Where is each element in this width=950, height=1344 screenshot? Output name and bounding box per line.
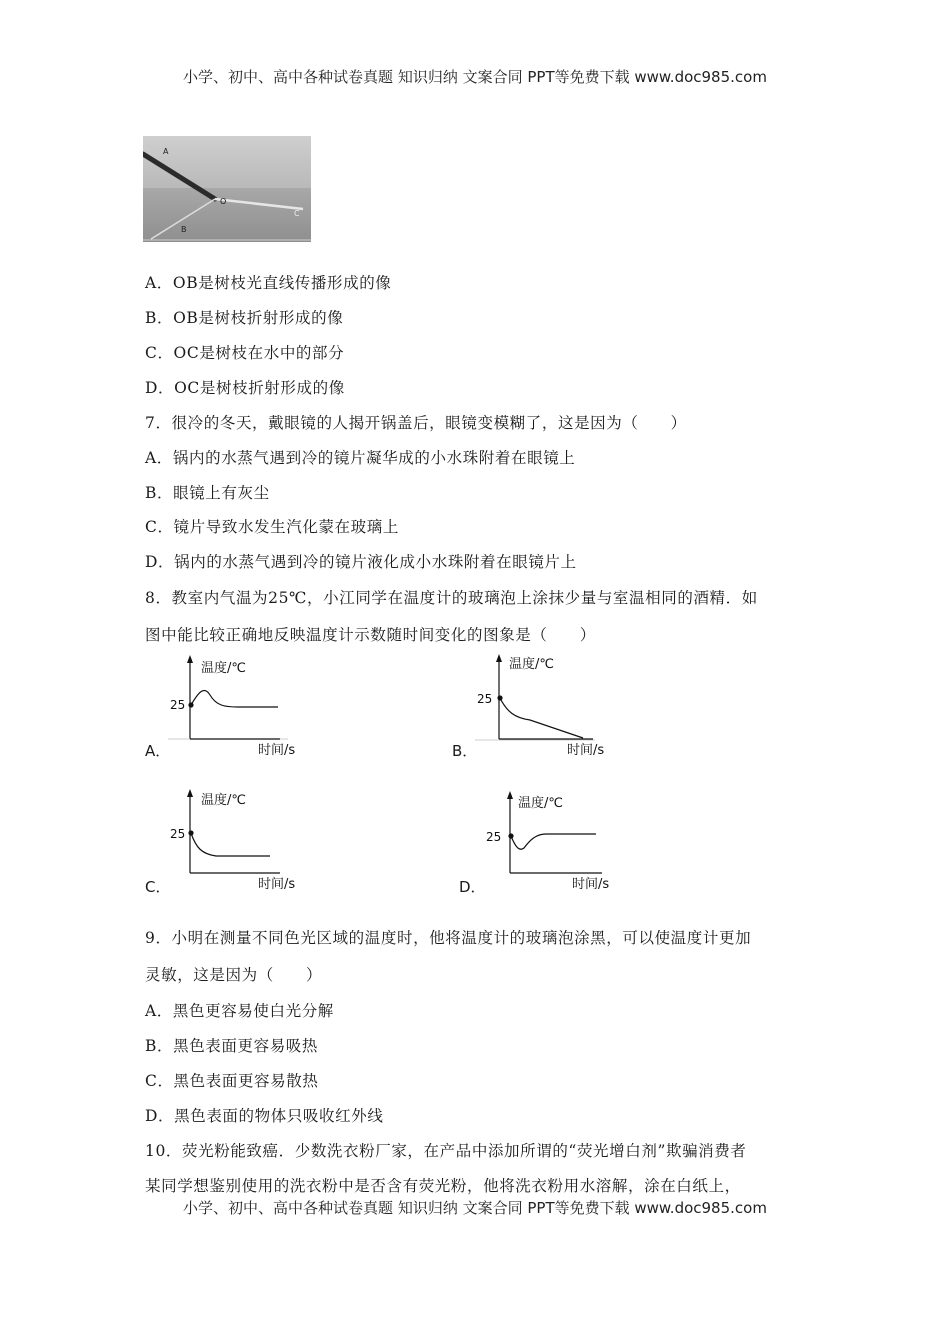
graph-b-ylabel: 温度/℃ xyxy=(509,657,554,672)
graph-a-xlabel: 时间/s xyxy=(258,743,296,758)
label-o: O xyxy=(220,197,227,206)
graph-a-ylabel: 温度/℃ xyxy=(201,661,246,676)
q8-stem-line2: 图中能比较正确地反映温度计示数随时间变化的图象是（ ） xyxy=(145,626,596,644)
q8-graph-d xyxy=(484,790,634,894)
q9-option-b: B．黑色表面更容易吸热 xyxy=(145,1037,318,1055)
q8-option-d-label: D． xyxy=(459,878,486,896)
page-footer: 小学、初中、高中各种试卷真题 知识归纳 文案合同 PPT等免费下载 www.doc985.com xyxy=(183,1199,767,1217)
graph-a-tick: 25 xyxy=(170,698,186,712)
q8-graph-c xyxy=(168,788,318,894)
graph-d-xlabel: 时间/s xyxy=(572,877,610,892)
q8-option-b-label: B． xyxy=(452,742,478,760)
label-c: C xyxy=(294,209,300,218)
graph-c-xlabel: 时间/s xyxy=(258,877,296,892)
q7-option-c: C．镜片导致水发生汽化蒙在玻璃上 xyxy=(145,518,399,536)
q8-graph-b xyxy=(475,652,625,760)
graph-b-xlabel: 时间/s xyxy=(567,743,605,758)
q7-option-b: B．眼镜上有灰尘 xyxy=(145,484,270,502)
graph-c-tick: 25 xyxy=(170,827,186,841)
q10-line1: 10．荧光粉能致癌．少数洗衣粉厂家，在产品中添加所谓的“荧光增白剂”欺骗消费者 xyxy=(145,1142,747,1160)
q6-option-d: D．OC是树枝折射形成的像 xyxy=(145,379,345,397)
q6-option-b: B．OB是树枝折射形成的像 xyxy=(145,309,344,327)
label-b: B xyxy=(181,225,187,234)
q6-option-a: A．OB是树枝光直线传播形成的像 xyxy=(145,274,392,292)
page-header: 小学、初中、高中各种试卷真题 知识归纳 文案合同 PPT等免费下载 www.doc985.com xyxy=(183,68,767,86)
q7-option-a: A．锅内的水蒸气遇到冷的镜片凝华成的小水珠附着在眼镜上 xyxy=(145,449,576,467)
q9-stem-line1: 9．小明在测量不同色光区域的温度时，他将温度计的玻璃泡涂黑，可以使温度计更加 xyxy=(145,929,752,947)
q8-option-c-label: C． xyxy=(145,878,171,896)
label-a: A xyxy=(163,147,169,156)
q9-option-a: A．黑色更容易使白光分解 xyxy=(145,1002,334,1020)
q9-stem-line2: 灵敏，这是因为（ ） xyxy=(145,966,323,984)
q7-stem: 7．很冷的冬天，戴眼镜的人揭开锅盖后，眼镜变模糊了，这是因为（ ） xyxy=(145,414,687,432)
q10-line2: 某同学想鉴别使用的洗衣粉中是否含有荧光粉，他将洗衣粉用水溶解，涂在白纸上， xyxy=(145,1177,741,1195)
q8-graph-a xyxy=(168,655,318,760)
graph-b-tick: 25 xyxy=(477,692,493,706)
q7-option-d: D．锅内的水蒸气遇到冷的镜片液化成小水珠附着在眼镜片上 xyxy=(145,553,577,571)
q8-stem-line1: 8．教室内气温为25℃，小江同学在温度计的玻璃泡上涂抹少量与室温相同的酒精．如 xyxy=(145,589,758,607)
graph-c-ylabel: 温度/℃ xyxy=(201,793,246,808)
q6-option-c: C．OC是树枝在水中的部分 xyxy=(145,344,345,362)
graph-d-tick: 25 xyxy=(486,830,502,844)
q9-option-d: D．黑色表面的物体只吸收红外线 xyxy=(145,1107,384,1125)
graph-d-ylabel: 温度/℃ xyxy=(518,796,563,811)
refraction-photo xyxy=(143,136,311,242)
q8-option-a-label: A． xyxy=(145,742,171,760)
q9-option-c: C．黑色表面更容易散热 xyxy=(145,1072,319,1090)
